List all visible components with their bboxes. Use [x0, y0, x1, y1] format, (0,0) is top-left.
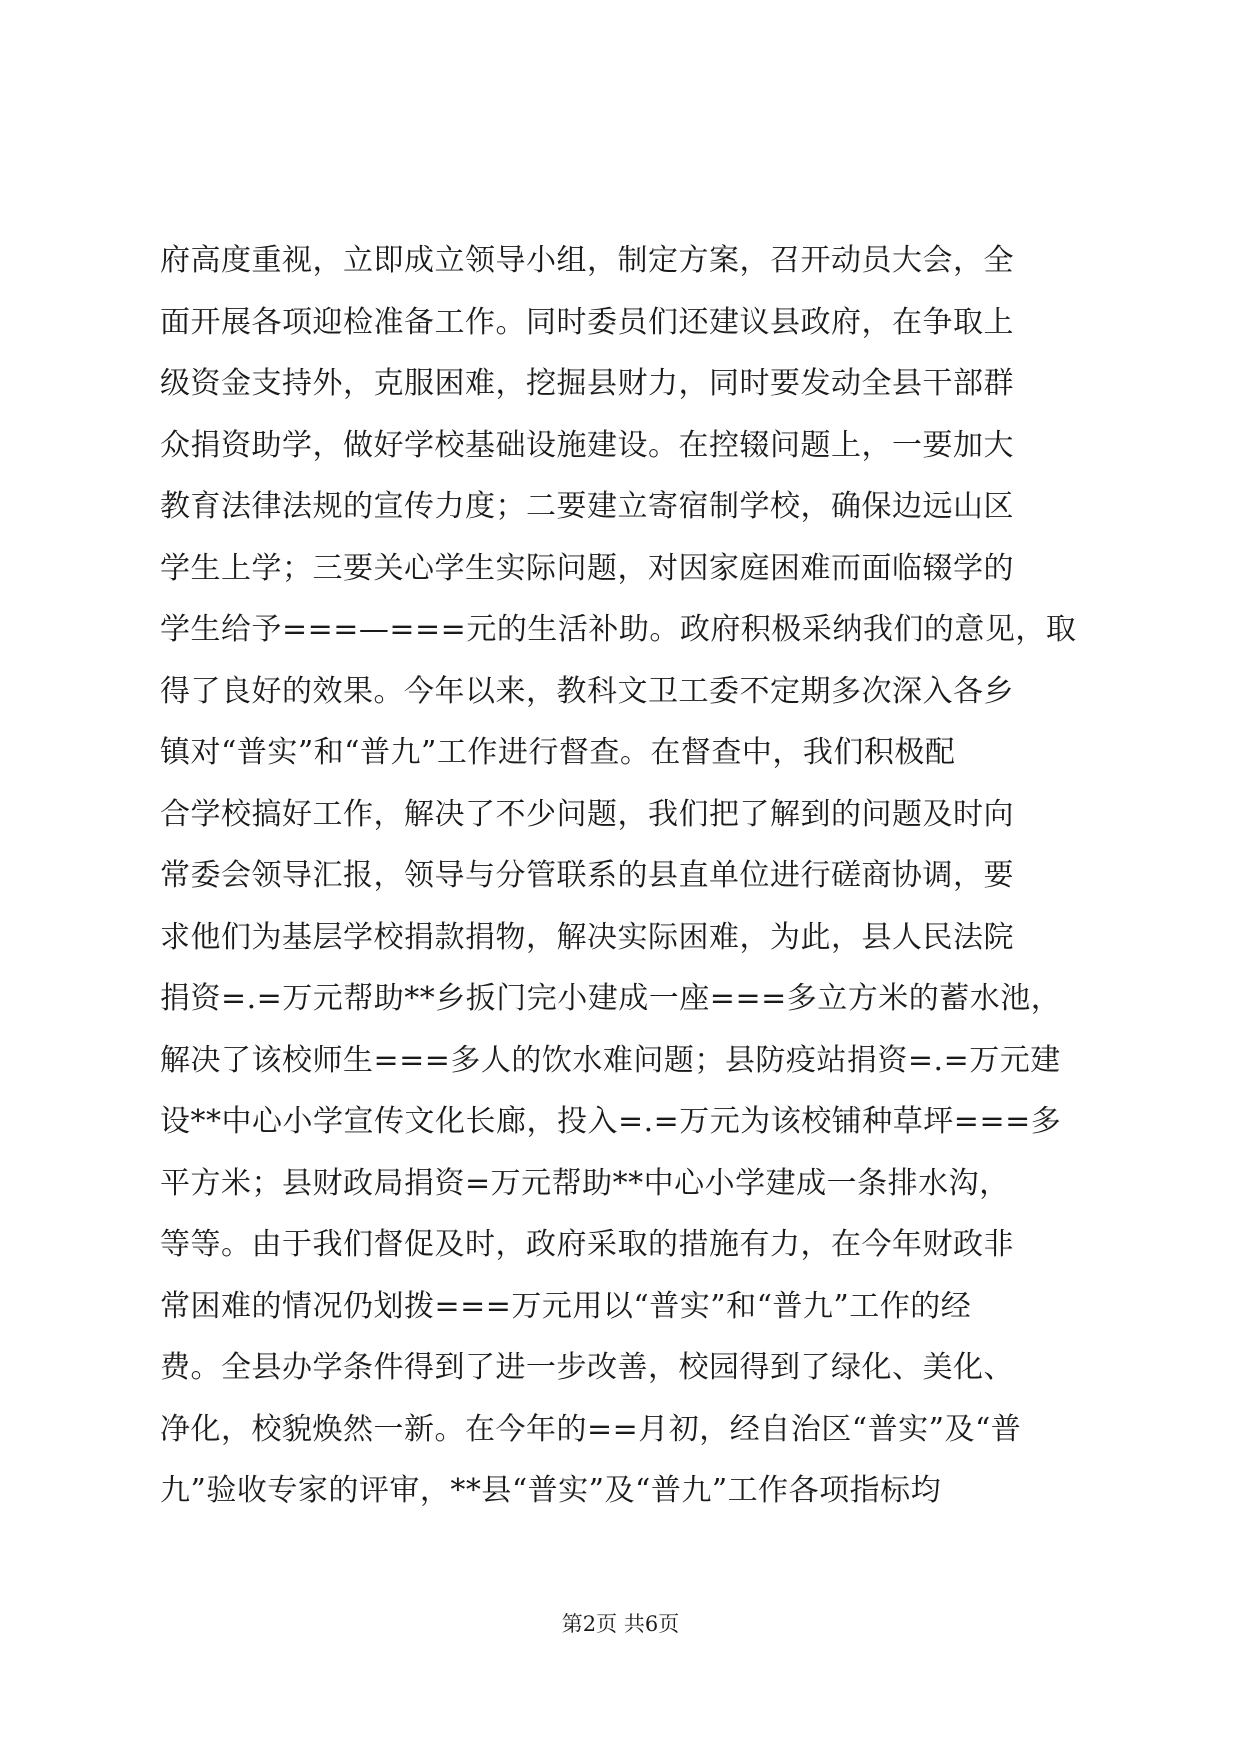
page-number-footer: 第2页 共6页: [561, 1612, 680, 1636]
text-line: 净化，校貌焕然一新。在今年的==月初，经自治区“普实”及“普: [160, 1411, 1022, 1447]
text-line: 学生上学；三要关心学生实际问题，对因家庭困难而面临辍学的: [160, 550, 1014, 586]
text-line: 众捐资助学，做好学校基础设施建设。在控辍问题上，一要加大: [160, 427, 1014, 463]
text-line: 设**中心小学宣传文化长廊，投入=.=万元为该校铺种草坪===多: [160, 1104, 1062, 1139]
text-line: 费。全县办学条件得到了进一步改善，校园得到了绿化、美化、: [160, 1350, 1014, 1385]
text-line: 合学校搞好工作，解决了不少问题，我们把了解到的问题及时向: [160, 796, 1014, 832]
text-line: 九”验收专家的评审，**县“普实”及“普九”工作各项指标均: [160, 1473, 942, 1508]
text-line: 捐资=.=万元帮助**乡扳门完小建成一座===多立方米的蓄水池，: [160, 981, 1062, 1016]
text-line: 求他们为基层学校捐款捐物，解决实际困难，为此，县人民法院: [160, 919, 1014, 955]
text-line: 级资金支持外，克服困难，挖掘县财力，同时要发动全县干部群: [160, 366, 1014, 401]
text-line: 常困难的情况仍划拨===万元用以“普实”和“普九”工作的经: [160, 1288, 972, 1324]
text-line: 面开展各项迎检准备工作。同时委员们还建议县政府，在争取上: [160, 304, 1014, 340]
text-line: 得了良好的效果。今年以来，教科文卫工委不定期多次深入各乡: [160, 673, 1014, 709]
text-line: 学生给予===—===元的生活补助。政府积极采纳我们的意见，取: [160, 612, 1077, 647]
text-line: 平方米；县财政局捐资=万元帮助**中心小学建成一条排水沟，: [160, 1165, 1010, 1201]
text-line: 府高度重视，立即成立领导小组，制定方案，召开动员大会，全: [160, 243, 1014, 278]
text-line: 等等。由于我们督促及时，政府采取的措施有力，在今年财政非: [160, 1227, 1014, 1262]
text-line: 解决了该校师生===多人的饮水难问题；县防疫站捐资=.=万元建: [160, 1042, 1061, 1078]
text-line: 常委会领导汇报，领导与分管联系的县直单位进行磋商协调，要: [160, 858, 1014, 893]
text-line: 教育法律法规的宣传力度；二要建立寄宿制学校，确保边远山区: [160, 489, 1014, 524]
text-line: 镇对“普实”和“普九”工作进行督查。在督查中，我们积极配: [160, 735, 956, 770]
body-text: [160, 230, 1120, 1522]
